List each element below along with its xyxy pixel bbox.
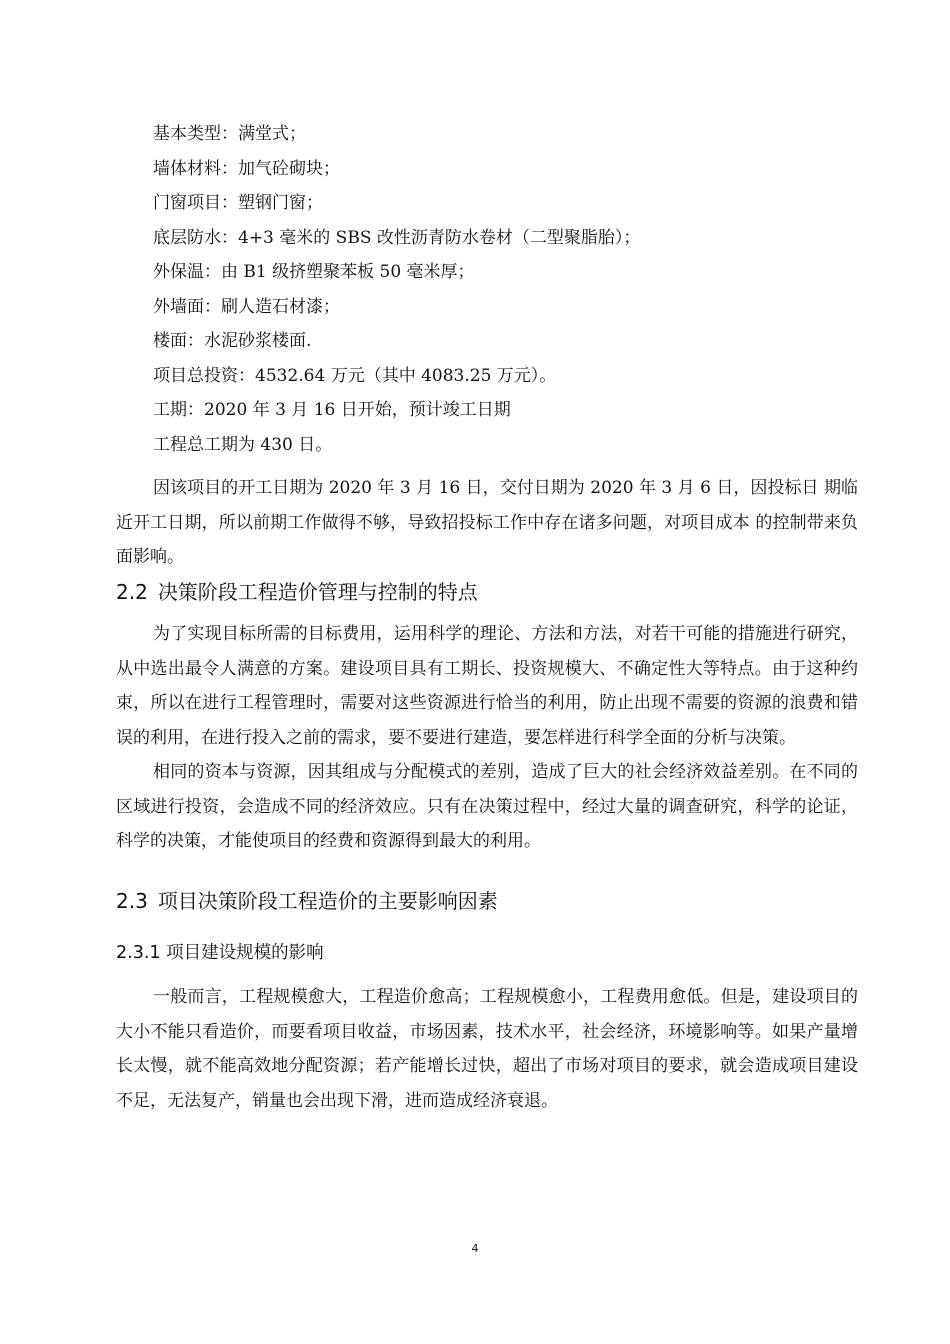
intro-paragraph: 因该项目的开工日期为 2020 年 3 月 16 日，交付日期为 2020 年 3 月 6 日，因投标日 期临近开工日期，所以前期工作做得不够，导致招投标工作中存在诸多问题，对项目成本 的控制带来负面影响。 xyxy=(116,478,858,567)
spec-line-total-investment: 项目总投资：4532.64 万元（其中 4083.25 万元）。 xyxy=(153,365,557,386)
spec-line-insulation: 外保温：由 B1 级挤塑聚苯板 50 毫米厚； xyxy=(153,262,475,282)
section-2-2-title: 决策阶段工程造价管理与控制的特点 xyxy=(157,580,478,604)
section-2-2-number: 2.2 xyxy=(116,580,148,604)
section-2-3-title: 项目决策阶段工程造价的主要影响因素 xyxy=(157,889,498,913)
section-2-2-paragraph-1: 为了实现目标所需的目标费用，运用科学的理论、方法和方法，对若干可能的措施进行研究，从中选出最令人满意的方案。建设项目具有工期长、投资规模大、不确定性大等特点。由于这种约束，所以在进行工程管理时，需要对这些资源进行恰当的利用，防止出现不需要的资源的浪费和错误的利用，在进行投入之前的需求，要不要进行建造，要怎样进行科学全面的分析与决策。 xyxy=(116,624,858,748)
intro-block xyxy=(116,471,858,575)
section-2-3-1-paragraph: 一般而言，工程规模愈大，工程造价愈高；工程规模愈小，工程费用愈低。但是，建设项目的大小不能只看造价，而要看项目收益，市场因素，技术水平，社会经济，环境影响等。如果产量增长太慢，就不能高效地分配资源；若产能增长过快，超出了市场对项目的要求，就会造成项目建设不足，无法复产，销量也会出现下滑，进而造成经济衰退。 xyxy=(116,987,858,1111)
spec-line-exterior-wall: 外墙面：刷人造石材漆； xyxy=(153,296,340,317)
section-2-2-heading xyxy=(116,577,478,607)
project-spec-list xyxy=(153,117,853,462)
spec-line-total-duration: 工程总工期为 430 日。 xyxy=(153,434,333,455)
section-2-3-1-title: 项目建设规模的影响 xyxy=(166,943,324,963)
section-2-2-body xyxy=(116,617,858,859)
spec-line-doors-windows: 门窗项目：塑钢门窗； xyxy=(153,193,323,213)
section-2-3-1-number: 2.3.1 xyxy=(116,943,161,963)
spec-line-waterproofing: 底层防水：4+3 毫米的 SBS 改性沥青防水卷材（二型聚脂胎）； xyxy=(153,227,641,248)
page-number: 4 xyxy=(471,1242,479,1255)
section-2-3-number: 2.3 xyxy=(116,889,148,913)
spec-line-wall-material: 墙体材料：加气砼砌块； xyxy=(153,158,340,179)
spec-line-floor: 楼面：水泥砂浆楼面. xyxy=(153,331,312,351)
section-2-3-1-heading xyxy=(116,939,324,967)
section-2-2-paragraph-2: 相同的资本与资源，因其组成与分配模式的差别，造成了巨大的社会经济效益差别。在不同的区域进行投资，会造成不同的经济效应。只有在决策过程中，经过大量的调查研究，科学的论证，科学的决策，才能使项目的经费和资源得到最大的利用。 xyxy=(116,762,858,851)
section-2-3-1-body xyxy=(116,980,858,1118)
spec-line-foundation-type: 基本类型：满堂式； xyxy=(153,124,306,144)
section-2-3-heading xyxy=(116,886,498,916)
spec-line-schedule-start: 工期：2020 年 3 月 16 日开始，预计竣工日期 xyxy=(153,400,511,420)
